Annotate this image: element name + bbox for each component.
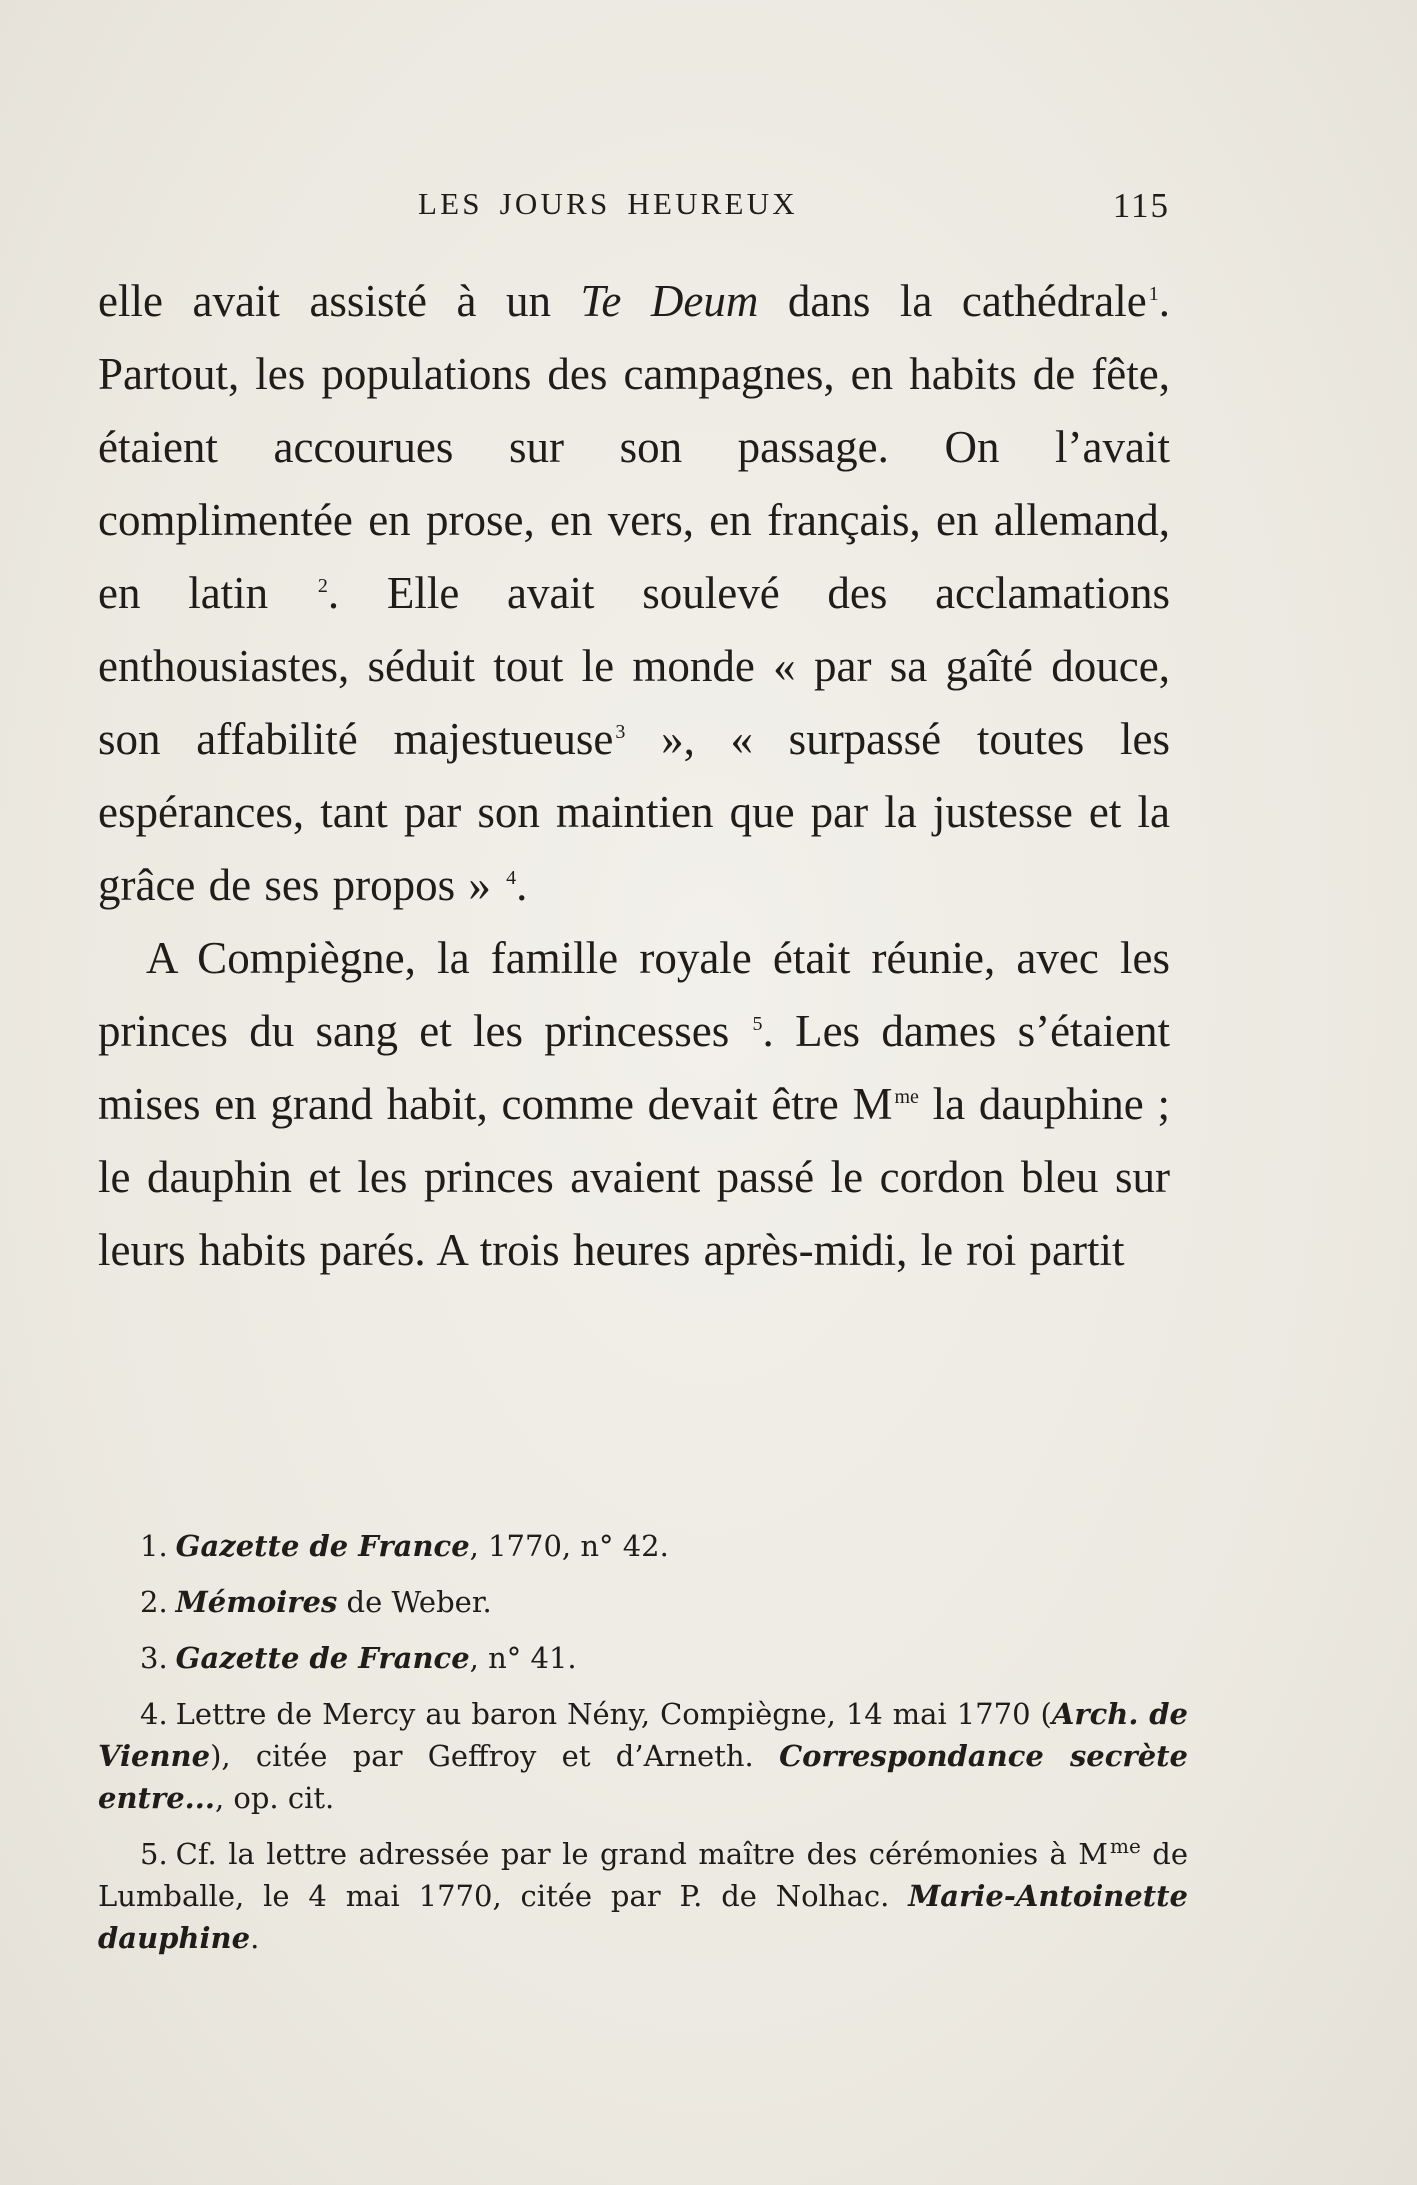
p1-text-d: . Elle avait soulevé des acclamations enthousiastes, séduit tout le monde « par sa gaîté douce, son affabilité majestueuse [98, 568, 1170, 764]
footnotes [98, 1525, 1188, 1973]
footnote-4 [98, 1693, 1188, 1819]
footnote-5-title: Marie-Antoinette dauphine [98, 1879, 1188, 1955]
footnote-4-title: Correspondance secrète entre... [98, 1739, 1188, 1815]
running-head [98, 186, 1170, 226]
page-number: 115 [1112, 186, 1170, 225]
footnote-2-number: 2. [140, 1585, 168, 1619]
footnote-5-text-a: Cf. la lettre adressée par le grand maître des cérémonies à M [175, 1837, 1108, 1871]
p2-text-b: . Les dames s’étaient mises en grand habit, comme devait être M [98, 1006, 1171, 1129]
p1-text-e: », « surpassé toutes les espérances, tant par son maintien que par la justesse et la grâce de ses propos » [98, 714, 1170, 910]
p1-text-c: . Partout, les populations des campagnes, en habits de fête, étaient accourues sur son passage. On l’avait complimentée en prose, en vers, en français, en allemand, en latin [98, 276, 1170, 618]
footnote-3-title: Gazette de France [175, 1641, 470, 1675]
p1-text-f: . [516, 860, 528, 910]
paragraph-1 [98, 265, 1170, 922]
footnote-1 [98, 1525, 1188, 1567]
footnote-4-text-b: ), citée par Geffroy et d’Arneth. [210, 1739, 780, 1773]
p2-text-c: la dauphine ; le dauphin et les princes avaient passé le cordon bleu sur leurs habits parés. A trois heures après-midi, le roi partit [98, 1079, 1170, 1275]
footnote-4-archive: Arch. de Vienne [98, 1697, 1189, 1773]
p2-mme-superscript: me [894, 1086, 919, 1108]
p1-te-deum: Te Deum [580, 276, 759, 326]
footnote-ref-1: 1 [1148, 283, 1159, 305]
p2-text-a: A Compiègne, la famille royale était réunie, avec les princes du sang et les princesses [98, 933, 1170, 1056]
footnote-5 [98, 1833, 1188, 1959]
running-title: LES JOURS HEUREUX [418, 186, 798, 221]
footnote-5-mme-superscript: me [1110, 1834, 1141, 1859]
footnote-5-number: 5. [140, 1837, 168, 1871]
footnote-2-title: Mémoires [175, 1585, 338, 1619]
p1-text-a: elle avait assisté à un [98, 276, 581, 326]
footnote-3 [98, 1637, 1188, 1679]
footnote-5-text-b: de Lumballe, le 4 mai 1770, citée par P. de Nolhac. [98, 1837, 1189, 1913]
footnote-1-number: 1. [140, 1529, 168, 1563]
footnote-1-text: , 1770, n° 42. [469, 1529, 669, 1563]
footnote-3-number: 3. [140, 1641, 168, 1675]
paragraph-2 [98, 922, 1170, 1287]
footnote-2-text: de Weber. [337, 1585, 492, 1619]
footnote-4-text-c: , op. cit. [214, 1781, 335, 1815]
footnote-5-text-c: . [250, 1921, 260, 1955]
footnote-3-text: , n° 41. [469, 1641, 577, 1675]
footnote-ref-3: 3 [615, 721, 626, 743]
footnote-ref-2: 2 [317, 575, 328, 597]
footnote-4-text-a: Lettre de Mercy au baron Nény, Compiègne, 14 mai 1770 ( [175, 1697, 1052, 1731]
footnote-ref-4: 4 [506, 867, 517, 889]
footnote-ref-5: 5 [752, 1013, 763, 1035]
footnote-4-number: 4. [140, 1697, 168, 1731]
p1-text-b: dans la cathédrale [758, 276, 1147, 326]
body-text [98, 265, 1170, 1287]
footnote-1-title: Gazette de France [175, 1529, 470, 1563]
footnote-2 [98, 1581, 1188, 1623]
